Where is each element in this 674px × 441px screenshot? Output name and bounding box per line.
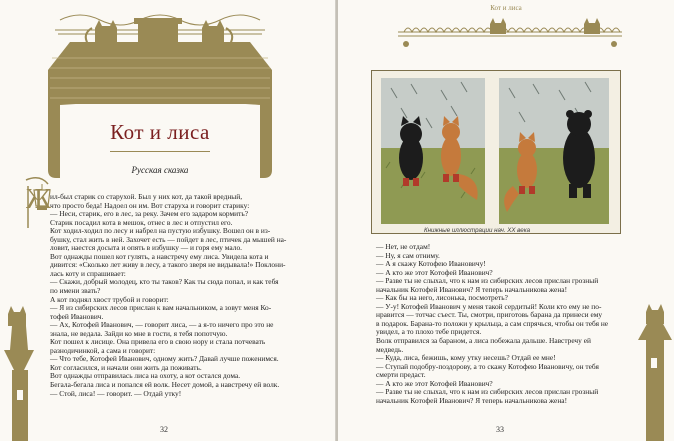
illustration-caption: Книжные иллюстрации нач. XX века [424,227,531,234]
text-line: в подарок. Барана-то положи у крыльца, а сам спрячься, чтобы он тебя не [376,318,609,328]
text-line: — Ступай подобру-поздорову, а то скажу Котофею Ивановичу, он тебя [376,361,599,371]
text-line: А кот поднял хвост трубой и говорит: [50,294,169,304]
page-number-right: 33 [496,425,504,434]
text-line: тофей Иванович. [50,311,104,321]
text-line: Кот согласился, и начали они жить да поживать. [50,362,202,372]
text-line: ловит, наестся досыта и опять в избушку — и горя ему мало. [50,243,242,253]
text-line: знала, не ведала. Зайди ко мне в гости, я тебя попотчую. [50,328,228,338]
text-line: что просто беда! Надоел он им. Вот старуха и говорит старику: [50,200,250,210]
text-line: по имени звать? [50,286,101,296]
story-title: Кот и лиса [110,120,210,144]
text-line: Вот однажды отправилась лиса на охоту, а кот остался дома. [50,371,241,381]
left-page [0,0,336,441]
illustration-cat-meets-fox [381,78,485,224]
text-line: — А кто же этот Котофей Иванович? [376,267,493,277]
text-line: Кот ходил-ходил по лесу и набрел на пустую избушку. Вошел он в из- [50,226,271,236]
text-line: нравится — тотчас съест. Ты, смотри, приготовь барана да принеси ему [376,310,603,320]
text-line: — Стой, лиса! — говорит. — Отдай утку! [50,388,182,398]
text-line: разнодичинкой, а сама и говорит: [50,345,156,355]
text-line: начальник Котофей Иванович? Я теперь начальникова жена! [376,284,568,294]
text-line: — Что тебе, Котофей Иванович, одному жить? Давай лучше поженимся. [50,354,279,364]
title-divider [110,151,210,152]
text-line: лась коту и спрашивает: [50,268,126,278]
text-line: дивится: «Сколько лет живу в лесу, а такого зверя не видывала!» Поклони- [50,260,286,270]
text-line: ил-был старик со старухой. Был у них кот, да такой вредный, [50,192,243,201]
text-line: начальник Котофей Иванович? Я теперь начальникова жена! [376,395,568,405]
text-line: Старик посадил кота в мешок, отнес в лес и отпустил его. [50,217,233,227]
text-line: — Как бы на него, лисонька, посмотреть? [376,293,508,303]
text-line: — Куда, лиса, бежишь, кому утку несешь? Отдай ее мне! [376,353,556,363]
text-line: — Ну, я сам отниму. [376,250,440,260]
tower-silhouette [636,300,674,441]
right-page [338,0,674,441]
illustration-bear-and-fox [499,78,609,224]
text-line: — Ах, Котофей Иванович, — говорит лиса, — а я-то ничего про это не [50,320,274,330]
text-line: — А я скажу Котофею Ивановичу! [376,259,486,269]
text-line: — А кто же этот Котофей Иванович? [376,378,493,388]
text-line: — У-у! Котофей Иванович у меня такой сердитый! Коли кто ему не по- [376,301,602,311]
text-line: — Разве ты не слыхал, что к нам из сибирских лесов прислан грозный [376,276,599,286]
ornamental-border [394,14,626,54]
text-line: Волк отправился за бараном, а лиса побежала дальше. Навстречу ей [376,336,591,346]
text-line: смерти предаст. [376,370,426,380]
text-line: увидел, а то плохо тебе придется. [376,327,482,337]
cat-tower-silhouette [0,300,40,441]
text-line: — Нет, не отдам! [376,242,431,251]
text-line: — Неси, старик, его в лес, за реку. Зачем его задаром кормить? [50,209,248,219]
text-line: медведь. [376,344,404,354]
text-line: — Я из сибирских лесов прислан к вам начальником, а зовут меня Ко- [50,303,272,313]
right-body-text [376,243,646,405]
running-head: Кот и лиса [490,4,522,12]
page-number-left: 32 [160,425,168,434]
text-line: бушку, стал жить в ней. Захочет есть — пойдет в лес, птичек да мышей на- [50,234,287,244]
text-line: Кот пошел к лисице. Она привела его в свою нору и стала потчевать [50,337,266,347]
text-line: Бегала-бегала лиса и попался ей волк. Несет домой, а навстречу ей волк. [50,380,280,390]
drop-cap: Ж [26,184,52,215]
left-body-text [50,193,320,398]
text-line: — Скажи, добрый молодец, кто ты таков? Как ты сюда попал, и как тебя [50,277,279,287]
text-line: Вот однажды пошел кот гулять, а навстречу ему лиса. Увидела кота и [50,251,269,261]
story-subtitle: Русская сказка [131,165,189,175]
text-line: — Разве ты не слыхал, что к нам из сибирских лесов прислан грозный [376,387,599,397]
